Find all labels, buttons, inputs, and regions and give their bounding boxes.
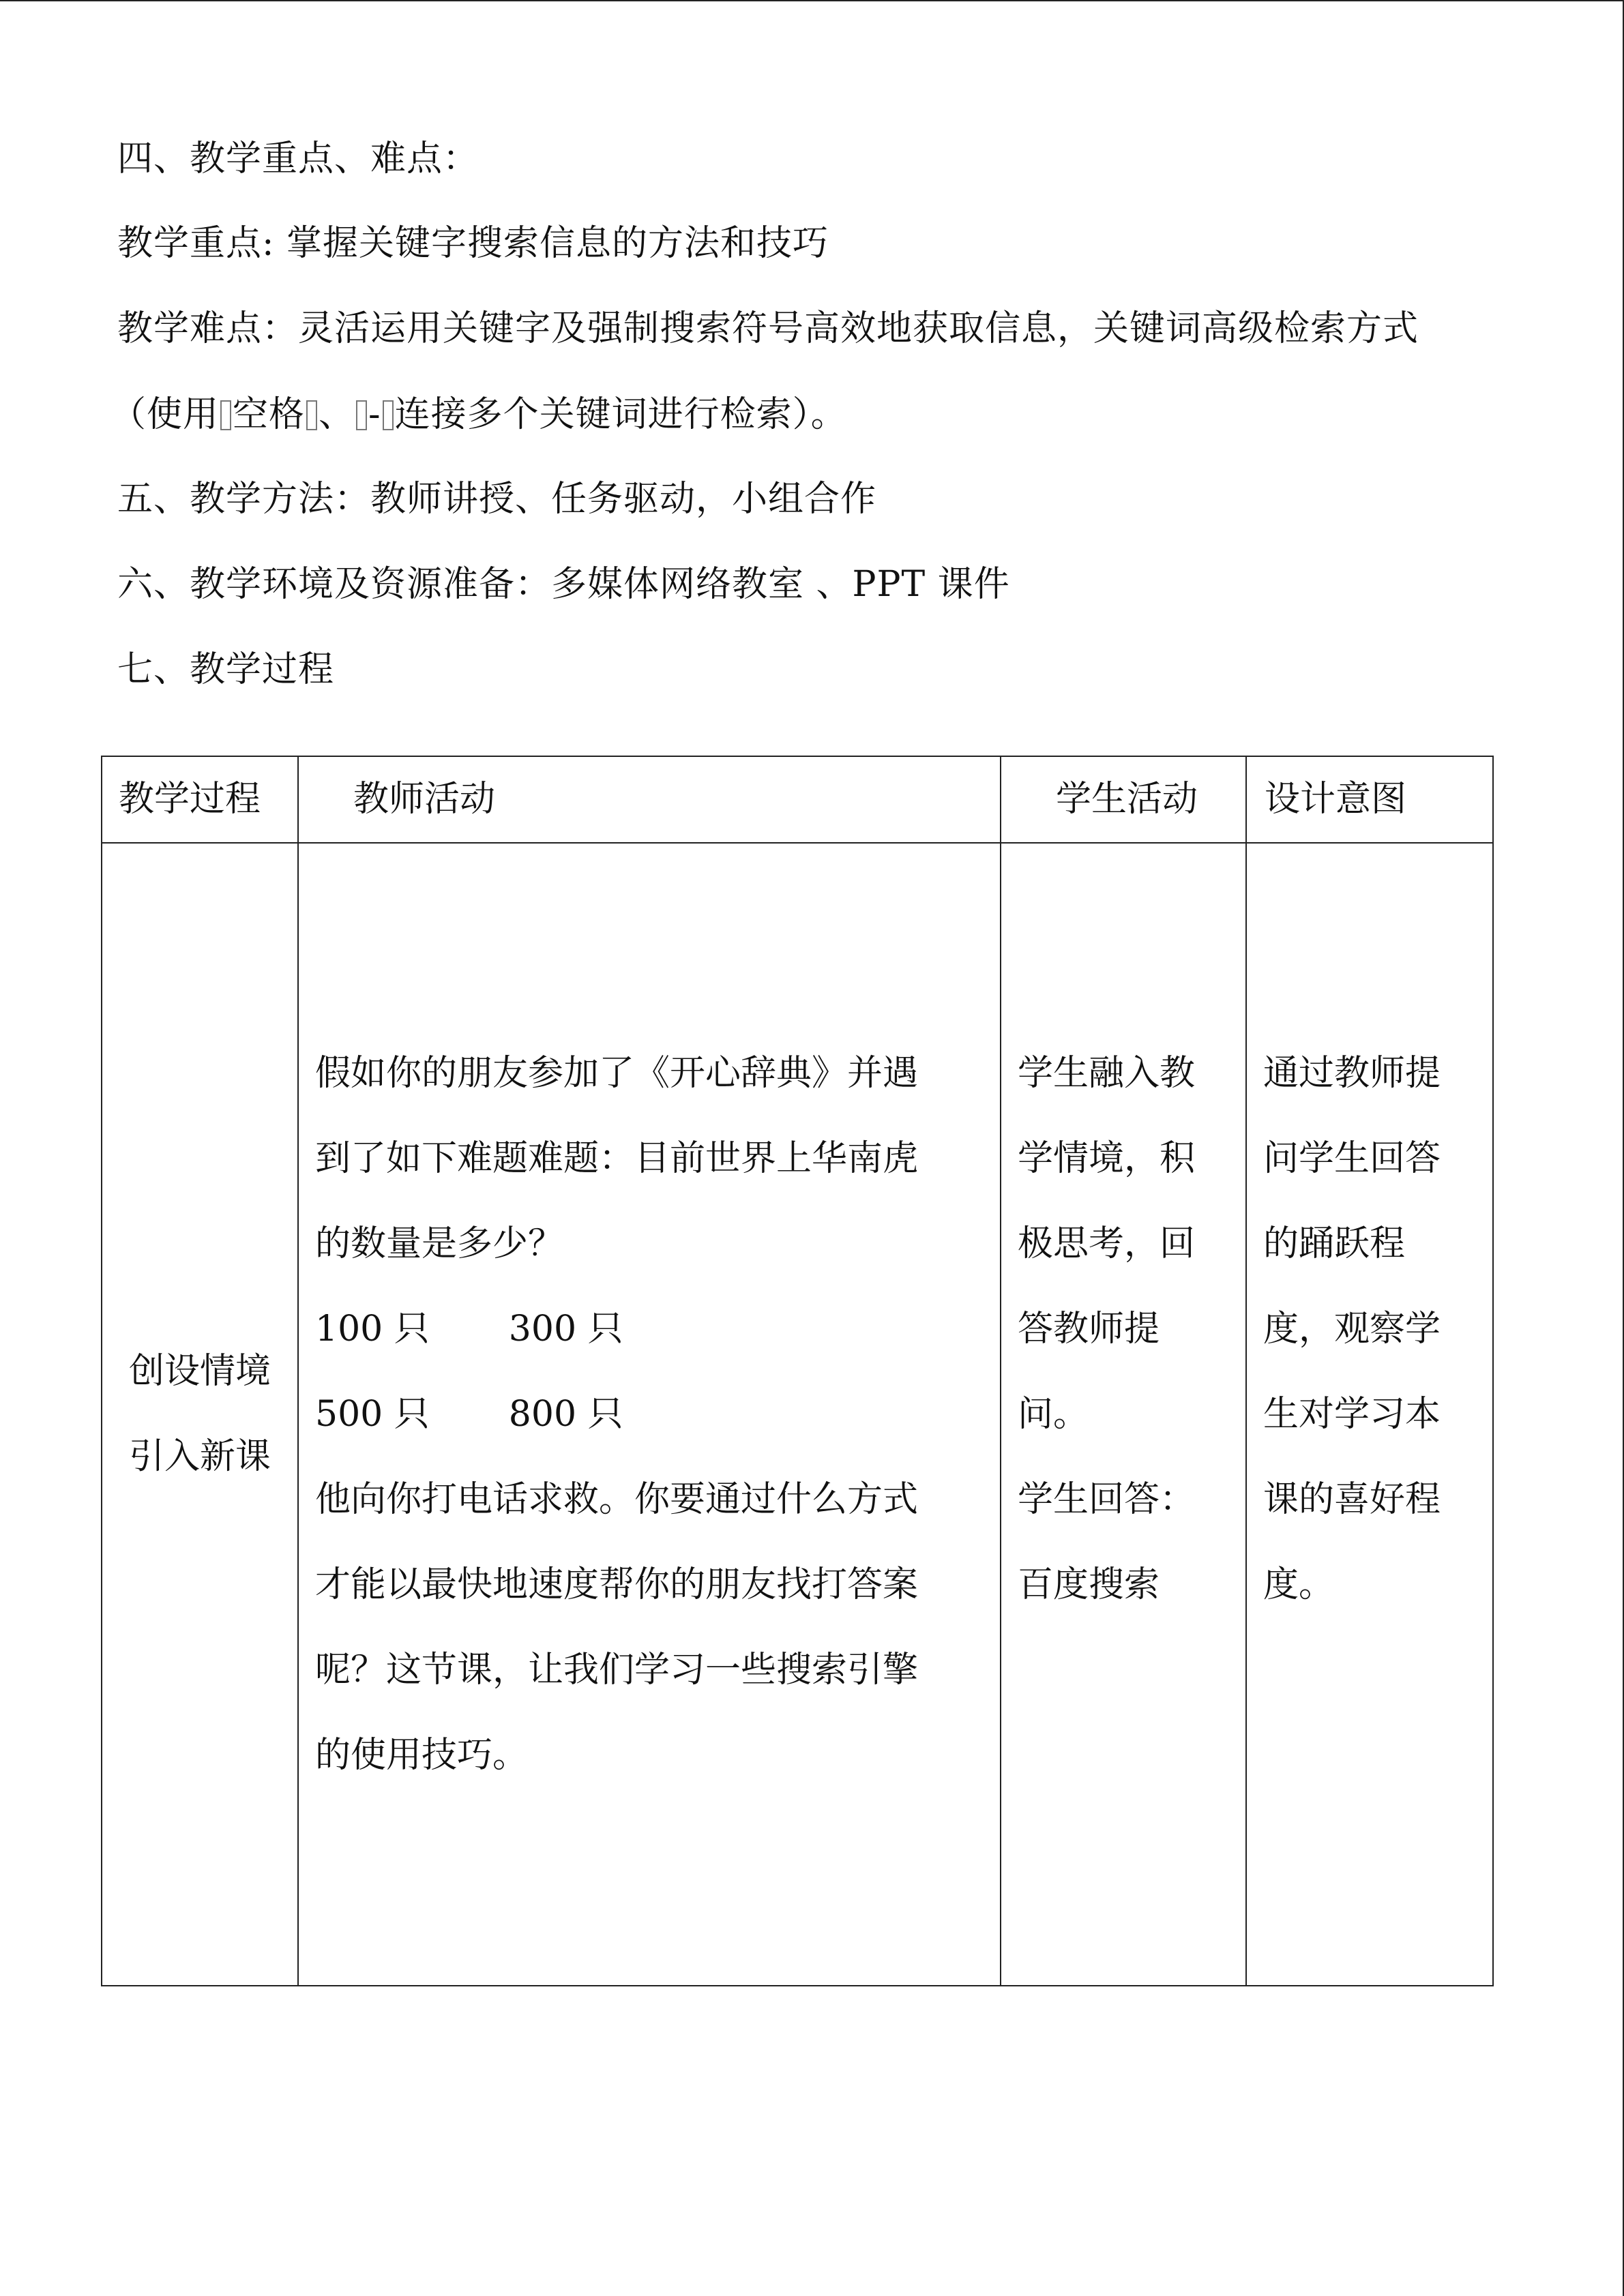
page-top-border xyxy=(0,0,1624,1)
teacher-line: 的数量是多少？ xyxy=(315,1223,564,1264)
teacher-line: 的使用技巧。 xyxy=(315,1734,529,1776)
teacher-line: 才能以最快地速度帮你的朋友找打答案 xyxy=(315,1564,919,1605)
missing-glyph-box xyxy=(356,400,367,430)
header-process: 教学过程 xyxy=(102,756,298,843)
key-point: 教学重点: 掌握关键字搜索信息的方法和技巧 xyxy=(117,223,829,264)
intent-line: 课的喜好程 xyxy=(1263,1478,1441,1520)
teaching-environment: 六、教学环境及资源准备：多媒体网络教室 、PPT 课件 xyxy=(117,564,1010,605)
student-activity-cell xyxy=(1001,843,1246,1986)
difficult-point-line1: 教学难点：灵活运用关键字及强制搜索符号高效地获取信息，关键词高级检索方式 xyxy=(117,308,1419,349)
answer-options-row xyxy=(315,1287,984,1372)
student-line: 问。 xyxy=(1018,1393,1089,1435)
difficult-text-e: 连接多个关键词进行检索）。 xyxy=(394,394,847,435)
intent-line: 生对学习本 xyxy=(1263,1393,1441,1435)
spacer-line xyxy=(1263,1628,1476,1713)
header-student-activity: 学生活动 xyxy=(1001,756,1246,843)
teaching-process-table xyxy=(101,756,1494,1986)
teacher-activity-cell xyxy=(298,843,1001,1986)
student-line: 百度搜索 xyxy=(1018,1564,1160,1605)
option-a: 100 只 xyxy=(315,1308,430,1350)
stage-line: 引入新课 xyxy=(128,1436,271,1477)
key-difficult-heading: 四、教学重点、难点： xyxy=(117,138,479,179)
difficult-text-c: 、 xyxy=(319,394,355,435)
intent-line: 的踊跃程 xyxy=(1263,1223,1406,1264)
teacher-line: 假如你的朋友参加了《开心辞典》并遇 xyxy=(315,1052,919,1094)
header-teacher-activity: 教师活动 xyxy=(298,756,1001,843)
spacer-line xyxy=(1018,1628,1229,1713)
difficult-point-line2 xyxy=(110,391,847,438)
teacher-line: 到了如下难题难题：目前世界上华南虎 xyxy=(315,1137,919,1179)
intent-line: 度。 xyxy=(1263,1564,1335,1605)
process-heading: 七、教学过程 xyxy=(117,649,335,690)
answer-options-row xyxy=(315,1372,984,1457)
student-line: 学生回答： xyxy=(1018,1478,1196,1520)
teacher-line: 呢？这节课，让我们学习一些搜索引擎 xyxy=(315,1649,919,1690)
student-line: 极思考，回 xyxy=(1018,1223,1196,1264)
teacher-line: 他向你打电话求救。你要通过什么方式 xyxy=(315,1478,919,1520)
option-c: 500 只 xyxy=(315,1393,430,1435)
stage-line: 创设情境 xyxy=(128,1351,271,1392)
header-design-intent: 设计意图 xyxy=(1246,756,1493,843)
difficult-text-d: - xyxy=(368,394,381,435)
spacer-line xyxy=(1018,1713,1229,1798)
intent-line: 问学生回答 xyxy=(1263,1137,1441,1179)
table-header-row xyxy=(102,756,1493,843)
student-line: 学情境，积 xyxy=(1018,1137,1196,1179)
intent-line: 度，观察学 xyxy=(1263,1308,1441,1350)
difficult-text-b: 空格 xyxy=(233,394,306,435)
option-d: 800 只 xyxy=(508,1393,623,1435)
difficult-text-a: （使用 xyxy=(110,394,220,435)
student-line: 学生融入教 xyxy=(1018,1052,1196,1094)
option-b: 300 只 xyxy=(508,1308,623,1350)
table-row xyxy=(102,843,1493,1986)
teaching-methods: 五、教学方法：教师讲授、任务驱动，小组合作 xyxy=(117,479,877,520)
missing-glyph-box xyxy=(220,400,231,430)
missing-glyph-box xyxy=(306,400,317,430)
missing-glyph-box xyxy=(383,400,394,430)
design-intent-cell xyxy=(1246,843,1493,1986)
intent-line: 通过教师提 xyxy=(1263,1052,1441,1094)
stage-cell xyxy=(102,843,298,1986)
spacer-line xyxy=(1263,1713,1476,1798)
student-line: 答教师提 xyxy=(1018,1308,1160,1350)
